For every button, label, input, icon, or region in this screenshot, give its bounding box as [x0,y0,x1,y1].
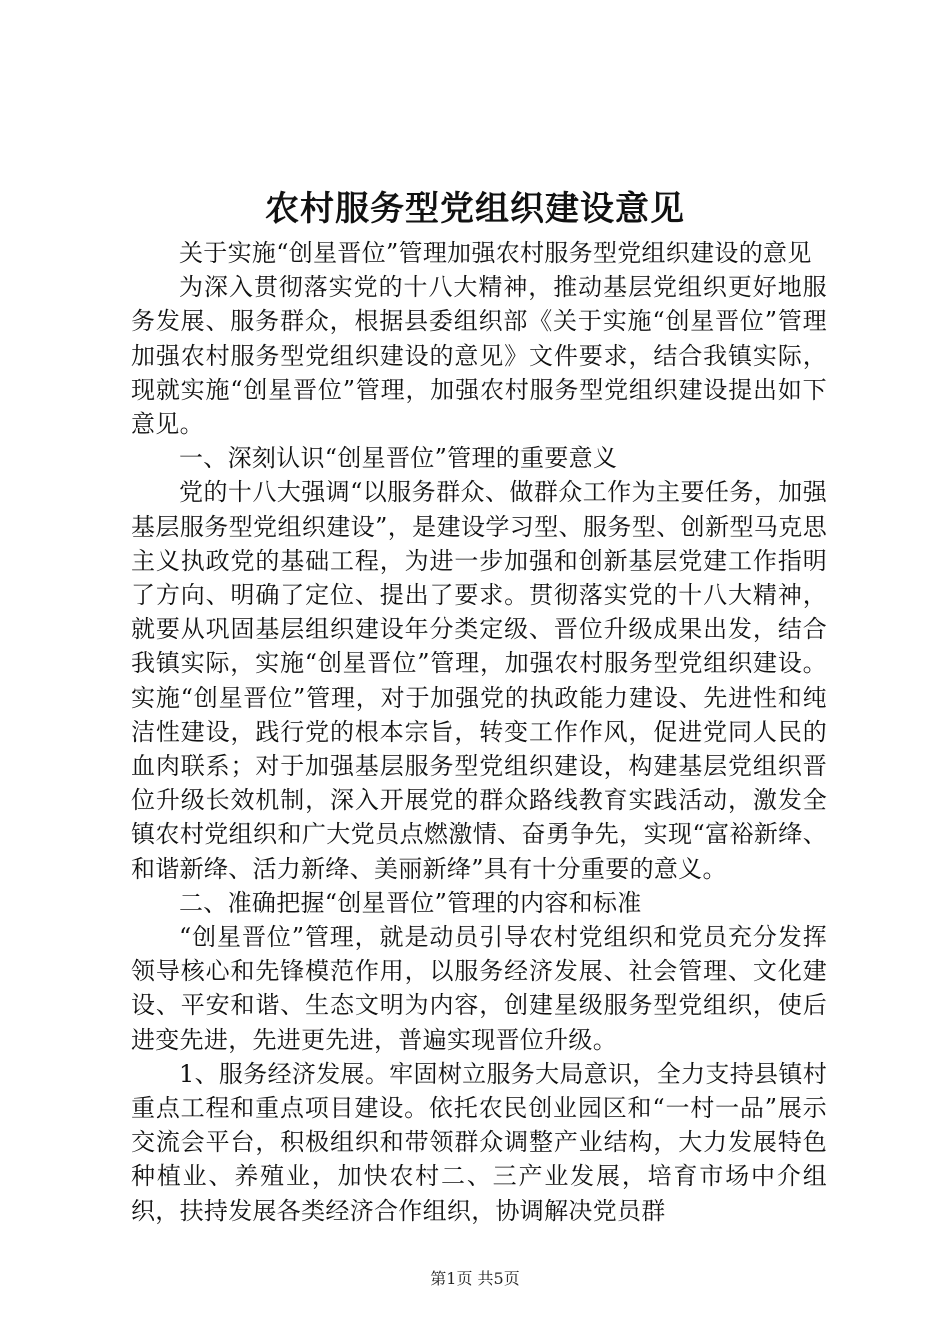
paragraph: 关于实施“创星晋位”管理加强农村服务型党组织建设的意见 [179,239,812,267]
paragraph: “创星晋位”管理，就是动员引导农村党组织和党员充分发挥领导核心和先锋模范作用，以服务经济发展、社会管理、文化建设、平安和谐、生态文明为内容，创建星级服务型党组织，使后进变先进，先进更先进，普遍实现晋位升级。 [131,923,827,1054]
paragraph: 1、服务经济发展。牢固树立服务大局意识，全力支持县镇村重点工程和重点项目建设。依托农民创业园区和“一村一品”展示交流会平台，积极组织和带领群众调整产业结构，大力发展特色种植业、养殖业，加快农村二、三产业发展，培育市场中介组织，扶持发展各类经济合作组织，协调解决党员群 [131,1059,827,1225]
section-heading: 一、深刻认识“创星晋位”管理的重要意义 [179,444,618,473]
document-title: 农村服务型党组织建设意见 [265,189,685,229]
document-body [131,236,827,1228]
paragraph: 为深入贯彻落实党的十八大精神，推动基层党组织更好地服务发展、服务群众，根据县委组织部《关于实施“创星晋位”管理加强农村服务型党组织建设的意见》文件要求，结合我镇实际，现就实施“创星晋位”管理，加强农村服务型党组织建设提出如下意见。 [131,273,827,439]
paragraph: 党的十八大强调“以服务群众、做群众工作为主要任务，加强基层服务型党组织建设”，是建设学习型、服务型、创新型马克思主义执政党的基础工程，为进一步加强和创新基层党建工作指明了方向、明确了定位、提出了要求。贯彻落实党的十八大精神，就要从巩固基层组织建设年分类定级、晋位升级成果出发，结合我镇实际，实施“创星晋位”管理，加强农村服务型党组织建设。实施“创星晋位”管理，对于加强党的执政能力建设、先进性和纯洁性建设，践行党的根本宗旨，转变工作作风，促进党同人民的血肉联系；对于加强基层服务型党组织建设，构建基层党组织晋位升级长效机制，深入开展党的群众路线教育实践活动，激发全镇农村党组织和广大党员点燃激情、奋勇争先，实现“富裕新绛、和谐新绛、活力新绛、美丽新绛”具有十分重要的意义。 [131,478,827,883]
page-footer: 第1页 共5页 [430,1269,520,1288]
section-heading: 二、准确把握“创星晋位”管理的内容和标准 [179,888,642,917]
